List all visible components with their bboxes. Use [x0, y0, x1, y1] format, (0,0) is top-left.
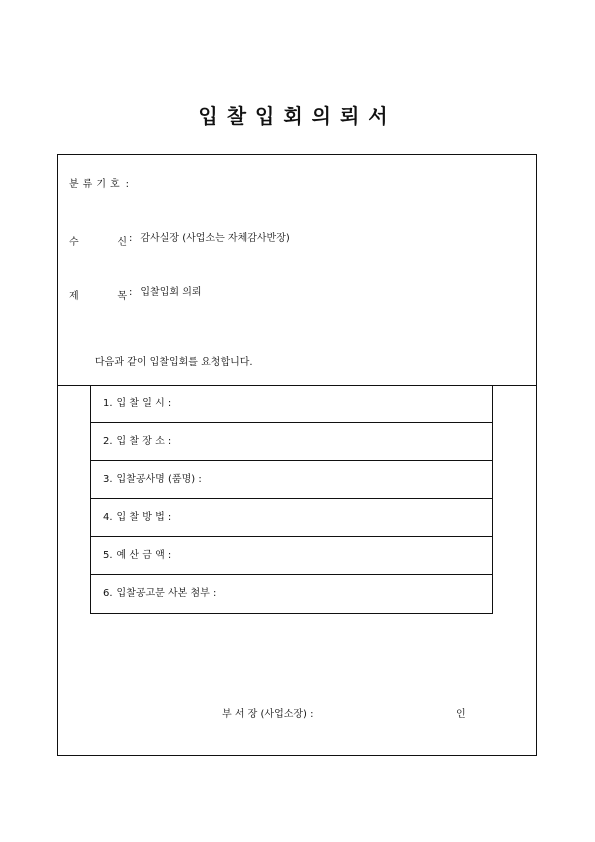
- subject-label-char-2: 목: [117, 291, 127, 302]
- list-item: [91, 499, 492, 537]
- item-number: 3.: [103, 474, 113, 485]
- list-item: [91, 461, 492, 499]
- item-label: 예 산 금 액 :: [116, 550, 172, 561]
- recipient-colon: :: [129, 233, 133, 244]
- item-number: 5.: [103, 550, 113, 561]
- item-label: 입찰공고문 사본 첨부 :: [116, 588, 217, 599]
- seal-mark: 인: [456, 709, 466, 720]
- subject-value: 입찰입회 의뢰: [140, 287, 202, 298]
- document-title: 입찰입회의뢰서: [198, 104, 397, 128]
- subject-field: [69, 283, 202, 302]
- subject-label-char-1: 제: [69, 291, 79, 302]
- signature-label: 부 서 장 (사업소장) :: [222, 709, 314, 720]
- item-label: 입찰공사명 (품명) :: [116, 474, 202, 485]
- classification-colon: :: [125, 179, 130, 190]
- list-item: [91, 423, 492, 461]
- item-list: [90, 385, 493, 614]
- recipient-label-char-2: 신: [117, 237, 127, 248]
- recipient-field: [69, 229, 290, 248]
- item-number: 2.: [103, 436, 113, 447]
- item-number: 4.: [103, 512, 113, 523]
- item-label: 입 찰 방 법 :: [116, 512, 172, 523]
- item-number: 1.: [103, 398, 113, 409]
- classification-label: 분류기호: [69, 179, 124, 190]
- classification-field: [69, 175, 137, 190]
- item-number: 6.: [103, 588, 113, 599]
- form-frame: [57, 154, 537, 756]
- list-item: [91, 537, 492, 575]
- list-item: [91, 385, 492, 423]
- subject-colon: :: [129, 287, 133, 298]
- request-text: 다음과 같이 입찰입회를 요청합니다.: [95, 357, 253, 368]
- recipient-value: 감사실장 (사업소는 자체감사반장): [140, 233, 290, 244]
- item-label: 입 찰 장 소 :: [116, 436, 172, 447]
- list-item: [91, 575, 492, 613]
- recipient-label-char-1: 수: [69, 237, 79, 248]
- item-label: 입 찰 일 시 :: [116, 398, 172, 409]
- recipient-label: [69, 233, 127, 248]
- subject-label: [69, 287, 127, 302]
